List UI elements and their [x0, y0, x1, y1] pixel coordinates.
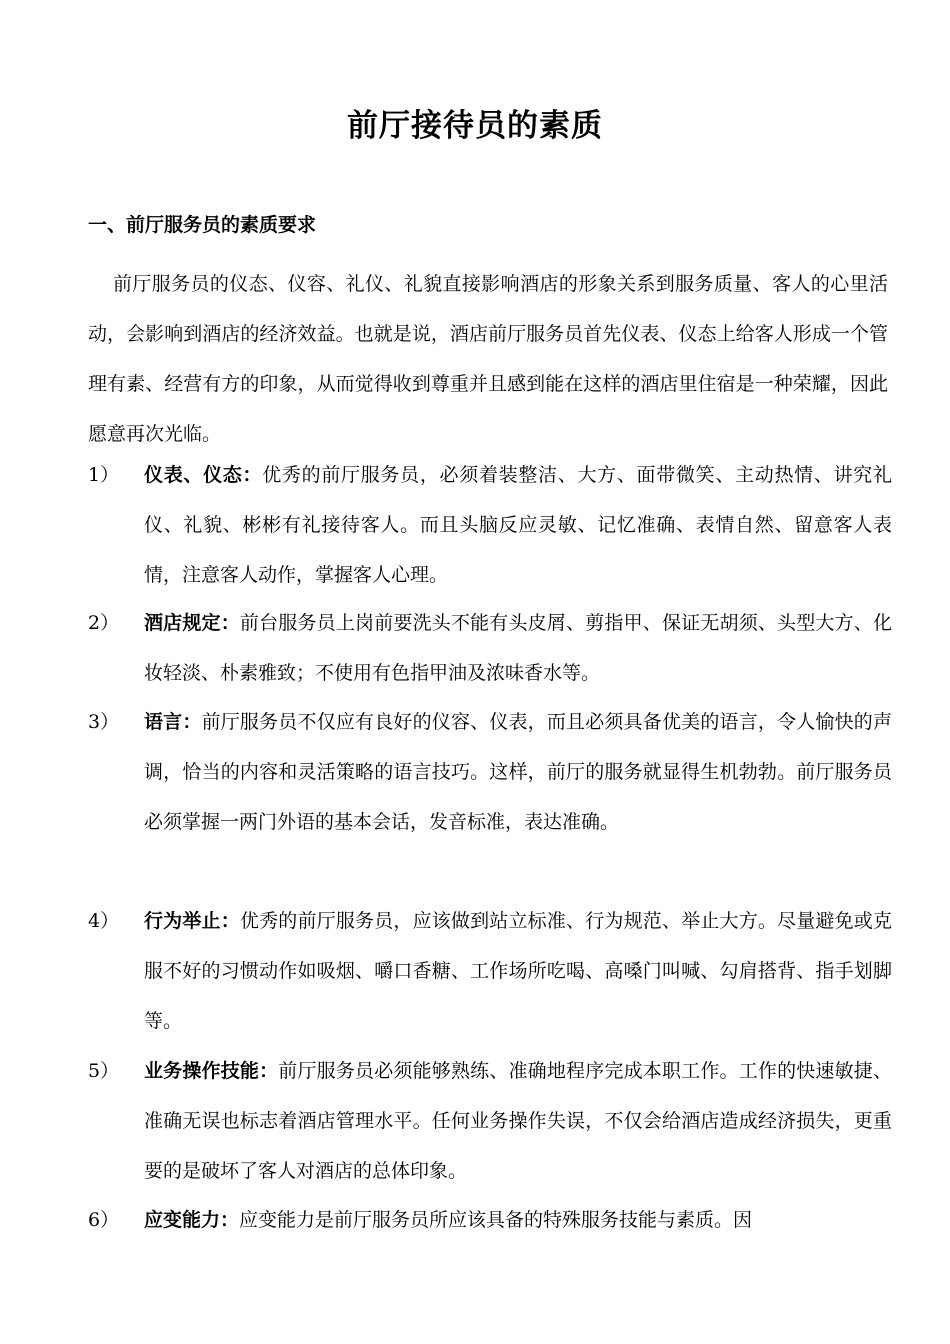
list-item-body	[144, 1195, 892, 1245]
list-item-label: 仪表、仪态：	[144, 464, 263, 486]
list-item-text: 应变能力是前厅服务员所应该具备的特殊服务技能与素质。因	[239, 1209, 753, 1231]
page-title: 前厅接待员的素质	[347, 108, 603, 144]
list-item-label: 应变能力：	[144, 1209, 240, 1231]
list-item-number: 5）	[88, 1060, 120, 1082]
list-item-text: 前厅服务员不仅应有良好的仪容、仪表，而且必须具备优美的语言，令人愉快的声调，恰当的内容和灵活策略的语言技巧。这样，前厅的服务就显得生机勃勃。前厅服务员必须掌握一两门外语的基本会话，发音标准，表达准确。	[144, 711, 892, 833]
list-item-text: 优秀的前厅服务员，必须着装整洁、大方、面带微笑、主动热情、讲究礼仪、礼貌、彬彬有礼接待客人。而且头脑反应灵敏、记忆准确、表情自然、留意客人表情，注意客人动作，掌握客人心理。	[144, 464, 892, 586]
list-item-body	[144, 598, 892, 698]
list-item-number: 3）	[88, 711, 120, 733]
list-item-number: 2）	[88, 612, 120, 634]
list-item-4	[88, 896, 893, 1046]
list-item-text: 前厅服务员必须能够熟练、准确地程序完成本职工作。工作的快速敏捷、准确无误也标志着酒店管理水平。任何业务操作失误，不仅会给酒店造成经济损失，更重要的是破坏了客人对酒店的总体印象。	[144, 1060, 892, 1182]
list-item-label: 业务操作技能：	[144, 1060, 279, 1082]
list-item-text: 前台服务员上岗前要洗头不能有头皮屑、剪指甲、保证无胡须、头型大方、化妆轻淡、朴素雅致；不使用有色指甲油及浓味香水等。	[144, 612, 892, 684]
list-item-1	[88, 450, 893, 600]
list-item-3	[88, 697, 893, 847]
list-item-number: 6）	[88, 1209, 120, 1231]
list-item-5	[88, 1046, 893, 1196]
list-item-label: 酒店规定：	[144, 612, 240, 634]
list-item-text: 优秀的前厅服务员，应该做到站立标准、行为规范、举止大方。尽量避免或克服不好的习惯动作如吸烟、嚼口香糖、工作场所吃喝、高嗓门叫喊、勾肩搭背、指手划脚等。	[144, 910, 892, 1032]
section-heading: 一、前厅服务员的素质要求	[88, 214, 317, 236]
list-item-2	[88, 598, 893, 698]
list-item-number: 4）	[88, 910, 120, 932]
list-item-label: 语言：	[144, 711, 202, 733]
list-item-body	[144, 896, 892, 1046]
list-item-body	[144, 450, 892, 600]
list-item-label: 行为举止：	[144, 910, 240, 932]
list-item-6	[88, 1195, 893, 1245]
intro-paragraph: 前厅服务员的仪态、仪容、礼仪、礼貌直接影响酒店的形象关系到服务质量、客人的心里活动，会影响到酒店的经济效益。也就是说，酒店前厅服务员首先仪表、仪态上给客人形成一个管理有素、经营有方的印象，从而觉得收到尊重并且感到能在这样的酒店里住宿是一种荣耀，因此愿意再次光临。	[88, 273, 888, 445]
list-item-body	[144, 697, 892, 847]
list-item-body	[144, 1046, 892, 1196]
list-item-number: 1）	[88, 464, 120, 486]
